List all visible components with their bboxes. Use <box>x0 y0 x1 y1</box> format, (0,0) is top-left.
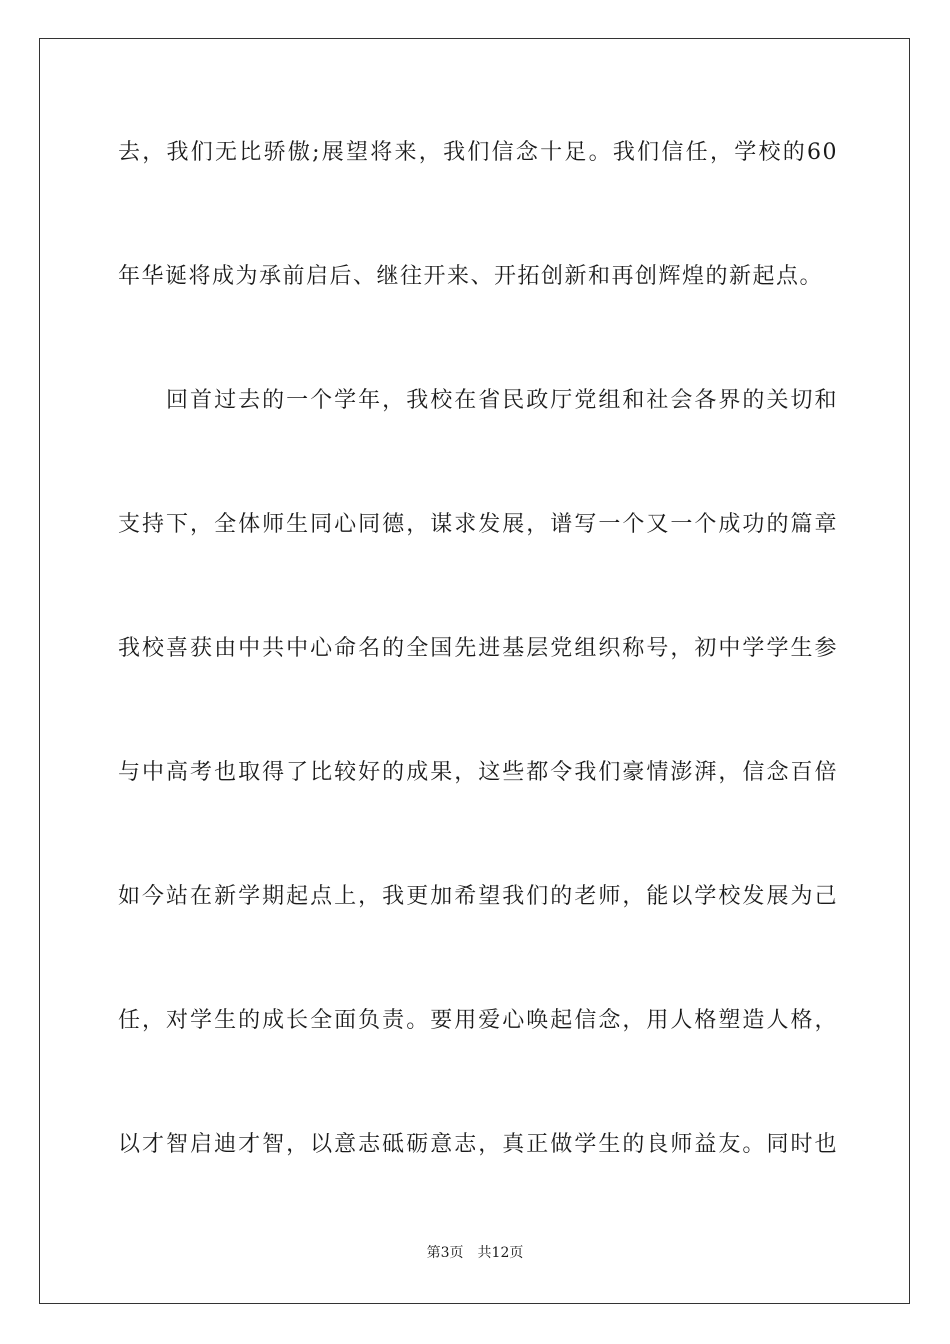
body-line-7: 如今站在新学期起点上，我更加希望我们的老师，能以学校发展为己 <box>118 884 838 909</box>
body-line-9: 以才智启迪才智，以意志砥砺意志，真正做学生的良师益友。同时也 <box>118 1132 838 1157</box>
body-line-8: 任，对学生的成长全面负责。要用爱心唤起信念，用人格塑造人格， <box>118 1008 838 1033</box>
body-line-5: 我校喜获由中共中心命名的全国先进基层党组织称号，初中学学生参 <box>118 636 838 661</box>
page-footer <box>0 1243 950 1263</box>
body-line-6: 与中高考也取得了比较好的成果，这些都令我们豪情澎湃，信念百倍 <box>118 760 838 785</box>
body-line-1: 去，我们无比骄傲;展望将来，我们信念十足。我们信任，学校的60 <box>118 140 838 165</box>
body-line-2: 年华诞将成为承前启后、继往开来、开拓创新和再创辉煌的新起点。 <box>118 264 824 289</box>
page-number: 第3页 <box>426 1245 464 1261</box>
body-line-4: 支持下，全体师生同心同德，谋求发展，谱写一个又一个成功的篇章 <box>118 512 838 537</box>
body-line-3: 回首过去的一个学年，我校在省民政厅党组和社会各界的关切和 <box>118 388 838 413</box>
page-border <box>39 38 910 1304</box>
page-total: 共12页 <box>477 1245 524 1261</box>
